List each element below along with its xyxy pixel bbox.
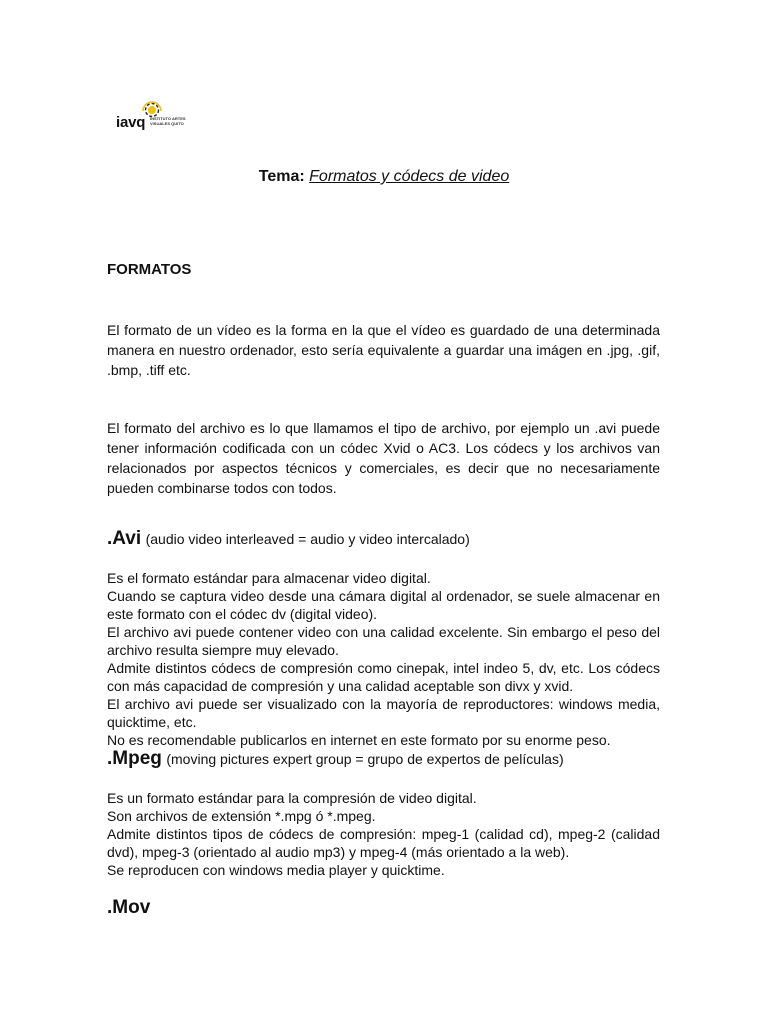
logo-subtitle: INSTITUTO ARTES VISUALES QUITO bbox=[150, 116, 186, 126]
mpeg-line: Admite distintos tipos de códecs de compresión: mpeg-1 (calidad cd), mpeg-2 (calidad dvd), mpeg-3 (orientado al audio mp3) y mpeg-4 (más orientado a la web). bbox=[107, 826, 660, 860]
document-title bbox=[0, 168, 768, 186]
avi-body bbox=[107, 569, 660, 749]
avi-line: No es recomendable publicarlos en internet en este formato por su enorme peso. bbox=[107, 732, 611, 748]
title-topic: Formatos y códecs de video bbox=[309, 168, 510, 185]
mpeg-heading bbox=[107, 748, 564, 770]
mpeg-line: Es un formato estándar para la compresión de video digital. bbox=[107, 790, 477, 806]
mpeg-body bbox=[107, 789, 660, 879]
avi-description: (audio video interleaved = audio y video intercalado) bbox=[145, 531, 470, 547]
title-label: Tema: bbox=[258, 168, 305, 185]
avi-line: El archivo avi puede ser visualizado con la mayoría de reproductores: windows media, quicktime, etc. bbox=[107, 696, 660, 730]
institution-logo bbox=[106, 96, 196, 146]
avi-line: El archivo avi puede contener video con una calidad excelente. Sin embargo el peso del archivo resulta siempre muy elevado. bbox=[107, 624, 660, 658]
avi-title: .Avi bbox=[107, 528, 142, 549]
avi-line: Es el formato estándar para almacenar video digital. bbox=[107, 570, 431, 586]
avi-line: Admite distintos códecs de compresión como cinepak, intel indeo 5, dv, etc. Los códecs con más capacidad de compresión y una calidad aceptable son divx y xvid. bbox=[107, 660, 660, 694]
mpeg-line: Se reproducen con windows media player y quicktime. bbox=[107, 862, 445, 878]
intro-paragraph: El formato del archivo es lo que llamamos el tipo de archivo, por ejemplo un .avi puede tener información codificada con un códec Xvid o AC3. Los códecs y los archivos van relacionados por aspectos técnicos y comerciales, es decir que no necesariamente pueden combinarse todos con todos. bbox=[107, 420, 660, 496]
section-heading: FORMATOS bbox=[107, 261, 192, 278]
mov-title: .Mov bbox=[107, 897, 151, 918]
avi-heading bbox=[107, 528, 470, 550]
mpeg-line: Son archivos de extensión *.mpg ó *.mpeg. bbox=[107, 808, 376, 824]
avi-line: Cuando se captura video desde una cámara digital al ordenador, se suele almacenar en este formato con el códec dv (digital video). bbox=[107, 588, 660, 622]
mpeg-description: (moving pictures expert group = grupo de expertos de películas) bbox=[166, 751, 564, 767]
mov-heading bbox=[107, 897, 150, 919]
intro-paragraph: El formato de un vídeo es la forma en la que el vídeo es guardado de una determinada manera en nuestro ordenador, esto sería equivalente a guardar una imágen en .jpg, .gif, .bmp, .tiff etc. bbox=[107, 322, 660, 378]
mpeg-title: .Mpeg bbox=[107, 748, 162, 769]
logo-brand: iavq bbox=[116, 114, 146, 131]
